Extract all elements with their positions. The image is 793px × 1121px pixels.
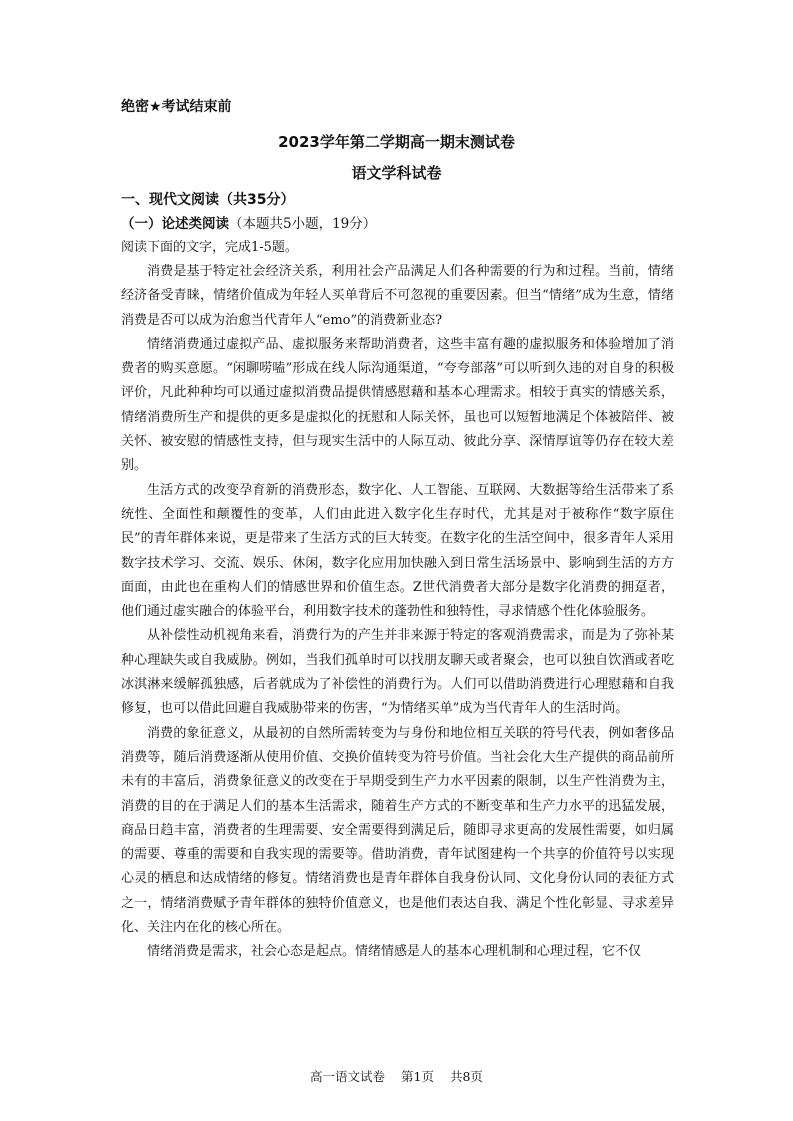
- footer-exam-name: 高一语文试卷: [310, 1069, 386, 1084]
- confidential-label: 绝密★考试结束前: [121, 99, 232, 115]
- reading-instruction: 阅读下面的文字，完成1-5题。: [121, 240, 298, 255]
- subsection-heading: [121, 212, 376, 232]
- passage-body: [121, 260, 674, 965]
- subsection-note: （本题共5小题，19分）: [229, 216, 377, 232]
- paragraph-3: 生活方式的改变孕育新的消费形态，数字化、人工智能、互联网、大数据等给生活带来了系统性、全面性和颠覆性的变革，人们由此进入数字化生存时代，尤其是对于被称作“数字原住民”的青年群体来说，更是带来了生活方式的巨大转变。在数字化的生活空间中，很多青年人采用数字技术学习、交流、娱乐、休闲，数字化应用加快融入到日常生活场景中、影响到生活的方方面面，由此也在重构人们的情感世界和价值生态。Z世代消费者大部分是数字化消费的拥趸者，他们通过虚实融合的体验平台，利用数字技术的蓬勃性和独特性，寻求情感个性化体验服务。: [121, 482, 674, 620]
- section-heading: 一、现代文阅读（共35分）: [121, 192, 295, 208]
- footer-page-total: 共8页: [449, 1069, 483, 1084]
- exam-subtitle: 语文学科试卷: [351, 164, 442, 182]
- paragraph-5: 消费的象征意义，从最初的自然所需转变为与身份和地位相互关联的符号代表，例如奢侈品消费等，随后消费逐渐从使用价值、交换价值转变为符号价值。当社会化大生产提供的商品前所未有的丰富后，消费象征意义的改变在于早期受到生产力水平因素的限制，以生产性消费为主，消费的目的在于满足人们的基本生活需求，随着生产方式的不断变革和生产力水平的迅猛发展，商品日趋丰富，消费者的生理需要、安全需要得到满足后，随即寻求更高的发展性需要，如归属的需要、尊重的需要和自我实现的需要等。借助消费，青年试图建构一个共享的价值符号以实现心灵的栖息和达成情绪的修复。情绪消费也是青年群体自我身份认同、文化身份认同的表征方式之一，情绪消费赋予青年群体的独特价值意义，也是他们表达自我、满足个性化彰显、寻求差异化、关注内在化的核心所在。: [121, 725, 674, 936]
- paragraph-4: 从补偿性动机视角来看，消费行为的产生并非来源于特定的客观消费需求，而是为了弥补某种心理缺失或自我威胁。例如，当我们孤单时可以找朋友聊天或者聚会，也可以独自饮酒或者吃冰淇淋来缓解孤独感，后者就成为了补偿性的消费行为。人们可以借助消费进行心理慰藉和自我修复，也可以借此回避自我威胁带来的伤害，“为情绪买单”成为当代青年人的生活时尚。: [121, 628, 674, 717]
- exam-title: 2023学年第二学期高一期末测试卷: [278, 133, 515, 151]
- page-footer: [0, 1067, 793, 1085]
- paragraph-6: 情绪消费是需求，社会心态是起点。情绪情感是人的基本心理机制和心理过程，它不仅: [147, 944, 642, 960]
- paragraph-2: 情绪消费通过虚拟产品、虚拟服务来帮助消费者，这些丰富有趣的虚拟服务和体验增加了消费者的购买意愿。“闲聊唠嗑”形成在线人际沟通渠道，“夸夸部落”可以听到久违的对自身的积极评价，凡此种种均可以通过虚拟消费品提供情感慰藉和基本心理需求。相较于真实的情感关系，情绪消费所生产和提供的更多是虚拟化的抚慰和人际关怀，虽也可以短暂地满足个体被陪伴、被关怀、被安慰的情感性支持，但与现实生活中的人际互动、彼此分享、深情厚谊等仍存在较大差别。: [121, 336, 674, 474]
- paragraph-1: 消费是基于特定社会经济关系，利用社会产品满足人们各种需要的行为和过程。当前，情绪经济备受青睐，情绪价值成为年轻人买单背后不可忽视的重要因素。但当“情绪”成为生意，情绪消费是否可以成为治愈当代青年人“emo”的消费新业态?: [121, 264, 674, 328]
- subsection-title: （一）论述类阅读: [121, 216, 229, 232]
- footer-page-number: 第1页: [401, 1069, 434, 1084]
